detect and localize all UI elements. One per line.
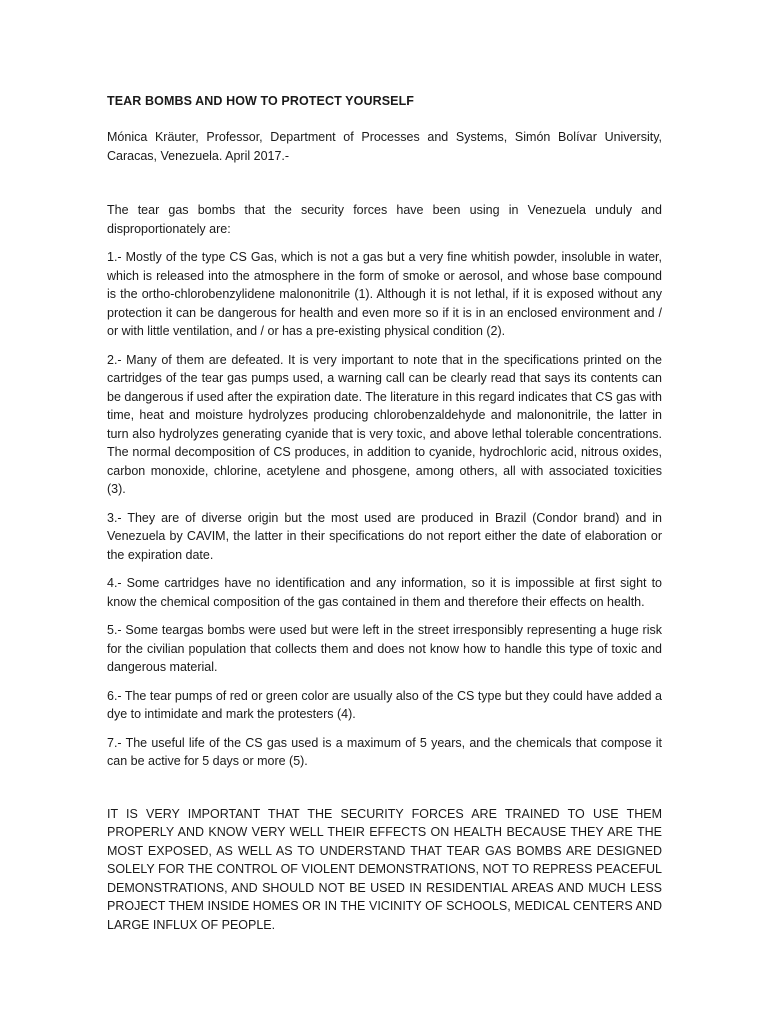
list-item-2: 2.- Many of them are defeated. It is very important to note that in the specifications printed on the cartridges of the tear gas pumps used, a warning call can be clearly read that says its contents can be dangerous if used after the expiration date. The literature in this regard indicates that CS gas with time, heat and moisture hydrolyzes producing chlorobenzaldehyde and malononitrile, the latter in turn also hydrolyzes generating cyanide that is very toxic, and above lethal tolerable concentrations. The normal decomposition of CS produces, in addition to cyanide, hydrochloric acid, nitrous oxides, carbon monoxide, chlorine, acetylene and phosgene, among others, all with associated toxicities (3). [107, 352, 662, 496]
author-byline: Mónica Kräuter, Professor, Department of Processes and Systems, Simón Bolívar University, Caracas, Venezuela. April 2017.- [107, 130, 662, 163]
list-item-5: 5.- Some teargas bombs were used but were left in the street irresponsibly representing a huge risk for the civilian population that collects them and does not know how to handle this type of toxic and dangerous material. [107, 623, 662, 674]
list-item-4: 4.- Some cartridges have no identification and any information, so it is impossible at first sight to know the chemical composition of the gas contained in them and therefore their effects on health. [107, 576, 662, 609]
document-title: TEAR BOMBS AND HOW TO PROTECT YOURSELF [107, 94, 415, 108]
list-item-3: 3.- They are of diverse origin but the most used are produced in Brazil (Condor brand) and in Venezuela by CAVIM, the latter in their specifications do not report either the date of elaboration or the expiration date. [107, 510, 662, 562]
list-item-6: 6.- The tear pumps of red or green color are usually also of the CS type but they could have added a dye to intimidate and mark the protesters (4). [107, 688, 662, 721]
list-item-1: 1.- Mostly of the type CS Gas, which is not a gas but a very fine whitish powder, insoluble in water, which is released into the atmosphere in the form of smoke or aerosol, and whose base compound is the ortho-chlorobenzylidene malononitrile (1). Although it is not lethal, if it is exposed without any protection it can be dangerous for health and even more so if it is in an enclosed environment and / or with little ventilation, and / or has a pre-existing physical condition (2). [107, 250, 662, 338]
list-item-7: 7.- The useful life of the CS gas used is a maximum of 5 years, and the chemicals that compose it can be active for 5 days or more (5). [107, 735, 662, 768]
document-page [107, 92, 662, 934]
closing-statement: IT IS VERY IMPORTANT THAT THE SECURITY FORCES ARE TRAINED TO USE THEM PROPERLY AND KNOW VERY WELL THEIR EFFECTS ON HEALTH BECAUSE THEY ARE THE MOST EXPOSED, AS WELL AS TO UNDERSTAND THAT TEAR GAS BOMBS ARE DESIGNED SOLELY FOR THE CONTROL OF VIOLENT DEMONSTRATIONS, NOT TO REPRESS PEACEFUL DEMONSTRATIONS, AND SHOULD NOT BE USED IN RESIDENTIAL AREAS AND MUCH LESS PROJECT THEM INSIDE HOMES OR IN THE VICINITY OF SCHOOLS, MEDICAL CENTERS AND LARGE INFLUX OF PEOPLE. [107, 806, 662, 932]
intro-paragraph: The tear gas bombs that the security forces have been using in Venezuela unduly and disproportionately are: [107, 203, 662, 236]
